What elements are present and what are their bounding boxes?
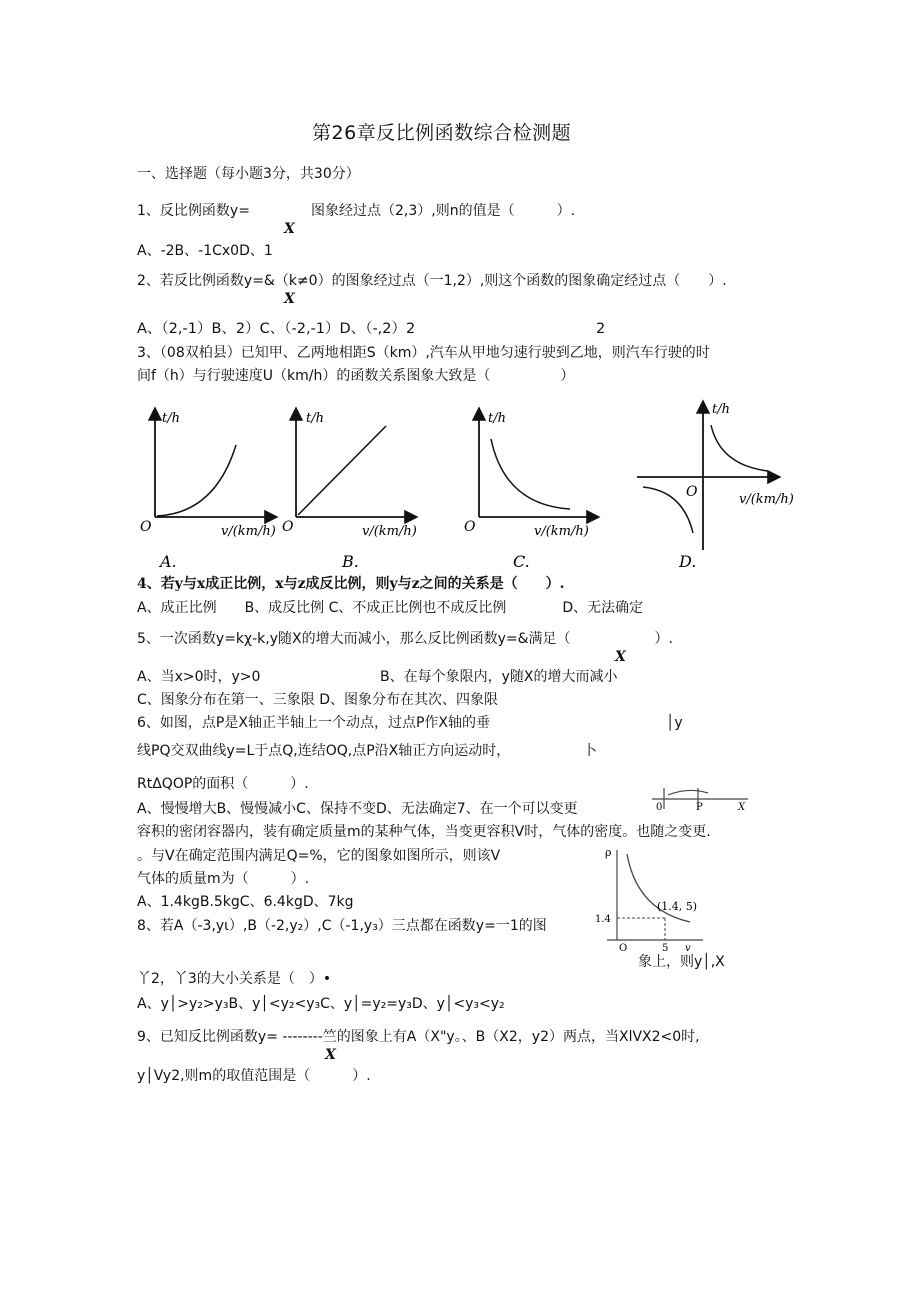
graphs-figure [0,395,920,580]
q5-stem: 5、一次函数y=kχ-k,y随X的增大而减小，那么反比例函数y=&满足（ ）. [137,631,673,647]
graph-a-origin: O [140,519,152,535]
q5-option-a: A、当x>0时，y>0 [137,669,261,685]
q7-fig-point: (1.4, 5) [657,900,698,913]
q1-options: A、-2B、-1Cx0D、1 [137,243,273,259]
graph-a-ylabel: t/h [162,411,180,426]
graph-a-curve [157,445,236,516]
q7-line2: 。与V在确定范围内满足Q=%，它的图象如图所示，则该V [137,848,501,864]
q6-line1: 6、如图，点P是X轴正半轴上一个动点，过点P作X轴的垂 [137,715,490,731]
page-title: 第26章反比例函数综合检测题 [312,122,572,144]
q7-fig-rho: ρ [605,846,612,859]
q7-line1: 容积的密闭容器内，装有确定质量m的某种气体，当变更容积V时，气体的密度。也随之变更. [137,824,711,840]
graph-d-curve-q1 [711,425,768,471]
q8-line3: 丫2，丫3的大小关系是（ ）• [137,971,332,987]
q4-stem: 4、若y与x成正比例，x与z成反比例，则y与z之间的关系是（ ）. [137,576,565,592]
q4-options: A、成正比例 B、成反比例 C、不成正比例也不成反比例 D、无法确定 [137,600,644,616]
q6-fig-x: X [738,802,746,813]
graph-b-label: B. [342,552,359,571]
graph-b-xlabel: v/(km/h) [362,524,417,539]
q9-line2: y│Vy2,则m的取值范围是（ ）. [137,1068,371,1084]
q3-line2: 间f（h）与行驶速度U（km/h）的函数关系图象大致是（ ） [137,368,575,384]
graph-c-label: C. [513,552,530,571]
q5-denominator: X [615,649,626,665]
q1-denominator: X [284,221,295,237]
q6-side1: │y [666,715,683,731]
graph-b-line [298,426,386,515]
q5-options-cd: C、图象分布在第一、三象限 D、图象分布在其次、四象限 [137,692,499,708]
q2-stem: 2、若反比例函数y=&（k≠0）的图象经过点（一1,2）,则这个函数的图象确定经过点（ ）. [137,273,727,289]
q2-extra: 2 [596,321,606,337]
q6-fig-origin: 0 [656,802,663,813]
q8-line1: 8、若A（-3,yι）,B（-2,y₂）,C（-1,y₃）三点都在函数y=一1的图 [137,918,547,934]
q6-fig-p: P [696,802,703,813]
graph-b-origin: O [282,519,294,535]
q7-fig-ytick: 1.4 [595,914,611,925]
q9-denominator: X [325,1047,336,1063]
q6-line3: RtΔQOP的面积（ ）. [137,776,309,792]
q9-line1: 9、已知反比例函数y= --------竺的图象上有A（X"y。、B（X2，y2）两点，当XlVX2<0时, [137,1029,700,1045]
q7-fig-v: v [685,943,691,954]
q2-options: A、（2,-1）B、2）C、（-2,-1）D、（-,2）2 [137,321,416,337]
graph-a [140,410,276,571]
graph-b [282,410,417,571]
q7-fig-xtick: 5 [662,943,669,954]
graph-a-label: A. [160,552,177,571]
q6-line2: 线PQ交双曲线y=L于点Q,连结OQ,点P沿X轴正方向运动时， [137,743,511,759]
q3-line1: 3、（08双柏县）已知甲、乙两地相距S（km）,汽车从甲地匀速行驶到乙地，则汽车行驶的时 [137,345,710,361]
q6-line4: A、慢慢增大B、慢慢减小C、保持不变D、无法确定7、在一个可以变更 [137,801,578,817]
q8-options: A、y│>y₂>y₃B、y│<y₂<y₃C、y│=y₂=y₃D、y│<y₃<y₂ [137,996,505,1012]
graph-c-xlabel: v/(km/h) [534,524,589,539]
q7-options: A、1.4kgB.5kgC、6.4kgD、7kg [137,894,354,910]
graph-d [637,402,794,571]
q6-figure [648,785,758,813]
q8-line2: 象上，则y│,X [638,954,725,970]
graph-c [464,410,597,571]
q7-line3: 气体的质量m为（ ）. [137,871,310,887]
graph-c-curve [491,439,570,509]
q1-stem-rest: 图象经过点（2,3）,则n的值是（ ）. [311,203,576,219]
graph-c-origin: O [464,519,476,535]
q7-figure [595,840,715,955]
q1-stem: 1、反比例函数y= [137,203,250,219]
graph-d-xlabel: v/(km/h) [739,492,794,507]
graph-d-origin: O [686,484,698,500]
graph-d-ylabel: t/h [712,402,730,417]
q2-denominator: X [284,291,295,307]
graph-d-label: D. [679,552,697,571]
section-heading: 一、选择题（每小题3分，共30分） [137,166,360,182]
graph-b-ylabel: t/h [306,411,324,426]
graph-a-xlabel: v/(km/h) [221,524,276,539]
graph-c-ylabel: t/h [488,411,506,426]
q5-option-b: B、在每个象限内，y随X的增大而减小 [380,669,618,685]
q6-side2: 卜 [583,743,597,759]
q7-fig-origin: O [619,943,628,954]
